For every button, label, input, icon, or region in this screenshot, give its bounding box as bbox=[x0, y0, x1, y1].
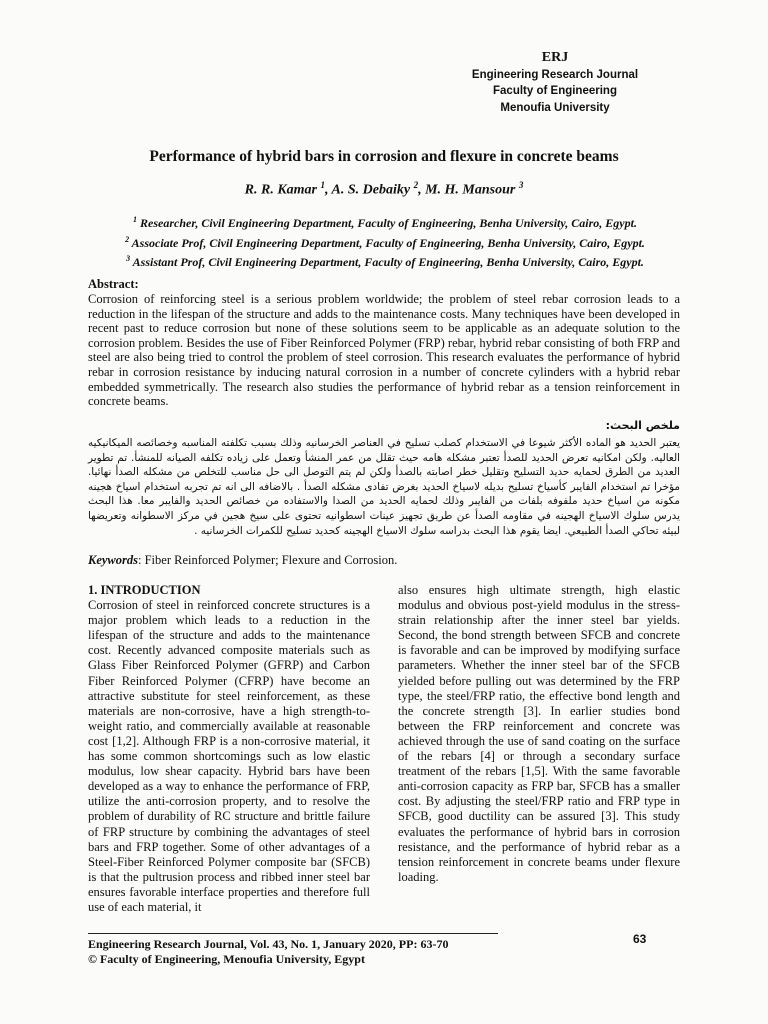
journal-code: ERJ bbox=[541, 50, 569, 65]
footer-citation: Engineering Research Journal, Vol. 43, No. 1, January 2020, PP: 63-70 bbox=[88, 937, 449, 951]
paper-title: Performance of hybrid bars in corrosion and flexure in concrete beams bbox=[149, 148, 619, 165]
affiliation-list bbox=[80, 212, 690, 271]
author-name: R. R. Kamar bbox=[244, 182, 318, 198]
left-column bbox=[88, 583, 370, 915]
arabic-abstract-body: يعتبر الحديد هو الماده الأكثر شيوعا في الاستخدام كصلب تسليح في العناصر الخرسانيه وذلك بسبب تكلفته المناسبه وخصائصه الميكانيكيه العاليه. ولكن امكانيه تعرض الحديد للصدأ تعتبر مشكله هامه حيث تقلل من عمر المنشأ وتعمل على زياده تكلفه الصيانه للمنشأ. تم تطوير العديد من الطرق لحمايه حديد التسليح وتقليل خطر اصابته بالصدأ ولكن لم يتم التوصل الى حل مناسب للتخلص من مشكله الصدأ نهائيا. مؤخرا تم استخدام الفايبر كأسياخ تسليح بديله لاسياخ الحديد بغرض تفادى مشكله الصدأ . بالاضافه الى انه تم تجربه استخدام اسياخ هجينه مكونه من اسياخ حديد ملفوفه بلفات من الفايبر وذلك لحمايه الحديد من الصدا والاستفاده من خصائص الحديد والفايبر معا. هذا البحث يدرس سلوك الاسياخ الهجينه في مقاومه الصدأ عن طريق تجهيز عينات اسطوانيه تحتوى على سيخ هجين في مركز الاسطوانه وتعريضها لبيئه تحاكي الصدأ الطبيعي. ايضا يقوم هذا البحث بدراسه سلوك الاسياخ الهجينه كحديد تسليح للكمرات الخرسانيه . bbox=[88, 437, 680, 537]
footer-rule bbox=[88, 933, 498, 934]
author-sup: 3 bbox=[518, 180, 524, 190]
author-list: R. R. Kamar $^1$, A. S. Debaiky $^2$, M. H. Mansour $^3$ bbox=[244, 180, 524, 198]
arabic-abstract-heading: ملخص البحث: bbox=[605, 419, 680, 432]
affiliation bbox=[80, 212, 690, 232]
keywords-text: : Fiber Reinforced Polymer; Flexure and Corrosion. bbox=[138, 553, 398, 567]
affiliation bbox=[80, 232, 690, 252]
keywords bbox=[88, 553, 397, 568]
intro-paragraph-left: Corrosion of steel in reinforced concrete structures is a major problem which leads to a reduction in the lifespan of the structure and adds to the maintenance cost. Recently advanced composite materials such as Glass Fiber Reinforced Polymer (GFRP) and Carbon Fiber Reinforced Polymer (CFRP) have become an attractive substitute for steel reinforcement, as these materials are non-corrosive, have a high strength-to-weight ratio, and commercially available at reasonable cost [1,2]. Although FRP is a non-corrosive material, it has some common shortcomings such as low elastic modulus, low shear capacity. Hybrid bars have been developed as a way to enhance the performance of FRP, utilize the anti-corrosion property, and to resolve the problem of durability of RC structure and brittle failure of FRP structure by combining the advantages of steel bars and FRP together. Some of other advantages of a Steel-Fiber Reinforced Polymer composite bar (SFCB) is that the pultrusion process and ribbed inner steel bar ensures favorable interface properties and therefore full use of each material, it bbox=[88, 598, 370, 914]
footer-copyright: © Faculty of Engineering, Menoufia University, Egypt bbox=[88, 952, 365, 966]
journal-header bbox=[430, 50, 680, 116]
author-name: M. H. Mansour bbox=[425, 182, 516, 198]
footer-citation-block bbox=[88, 937, 448, 967]
abstract-body: Corrosion of reinforcing steel is a serious problem worldwide; the problem of steel rebar corrosion leads to a reduction in the lifespan of the structure and adds to the maintenance costs. Many techniques have been developed in recent past to reduce corrosion but none of these solutions seem to be applicable as an adequate solution to the corrosion problem. Besides the use of Fiber Reinforced Polymer (FRP) rebar, hybrid rebar consisting of both FRP and steel are also being tried to control the problem of steel corrosion. This research evaluates the performance of hybrid rebar in corrosion resistance by inducing natural corrosion in a number of concrete cylinders with a hybrid rebar embedded symmetrically. The research also studies the performance of hybrid rebar as a tension reinforcement in concrete beams. bbox=[88, 292, 680, 409]
affiliation-text: Assistant Prof, Civil Engineering Department, Faculty of Engineering, Benha University, Cairo, Egypt. bbox=[132, 255, 644, 269]
affiliation-sup: 2 bbox=[125, 234, 130, 244]
journal-name: Engineering Research Journal bbox=[471, 68, 639, 81]
author-sup: 2 bbox=[413, 180, 419, 190]
affiliation bbox=[80, 251, 690, 271]
affiliation-sup: 3 bbox=[126, 254, 131, 263]
affiliation-sup: 1 bbox=[133, 215, 138, 224]
section-heading: 1. INTRODUCTION bbox=[88, 583, 201, 597]
intro-paragraph-right: also ensures high ultimate strength, high elastic modulus and obvious post-yield modulus in the stress-strain relationship after the inner steel bar yields. Second, the bond strength between SFCB and concrete is favorable and can be improved by modifying surface parameters. Whether the inner steel bar of the SFCB yielded before pulling out was determined by the FRP type, the steel/FRP ratio, the effective bond length and the concrete strength [3]. In earlier studies bond between the FRP reinforcement and concrete was achieved through the use of sand coating on the surface of the rebars [4] or through a secondary surface treatment of the rebars [1,5]. With the same favorable anti-corrosion capacity as FRP bar, SFCB has a smaller cost. By adjusting the steel/FRP ratio and FRP type in SFCB, good ductility can be assured [3]. This study evaluates the performance of hybrid bars in corrosion resistance, and the performance of hybrid rebar as a tension reinforcement in concrete beams under flexure loading. bbox=[398, 583, 680, 884]
faculty-name: Faculty of Engineering bbox=[493, 85, 617, 97]
affiliation-text: Researcher, Civil Engineering Department, Faculty of Engineering, Benha University, Cairo, Egypt. bbox=[140, 216, 637, 230]
keywords-label: Keywords bbox=[88, 553, 138, 567]
page-number: 63 bbox=[633, 932, 647, 946]
university-name: Menoufia University bbox=[500, 101, 610, 114]
author-sup: 1 bbox=[320, 180, 326, 190]
right-column bbox=[398, 583, 680, 885]
abstract-heading: Abstract: bbox=[88, 277, 139, 291]
author-name: A. S. Debaiky bbox=[331, 182, 411, 198]
affiliation-text: Associate Prof, Civil Engineering Department, Faculty of Engineering, Benha University, Cairo, Egypt. bbox=[131, 235, 645, 250]
